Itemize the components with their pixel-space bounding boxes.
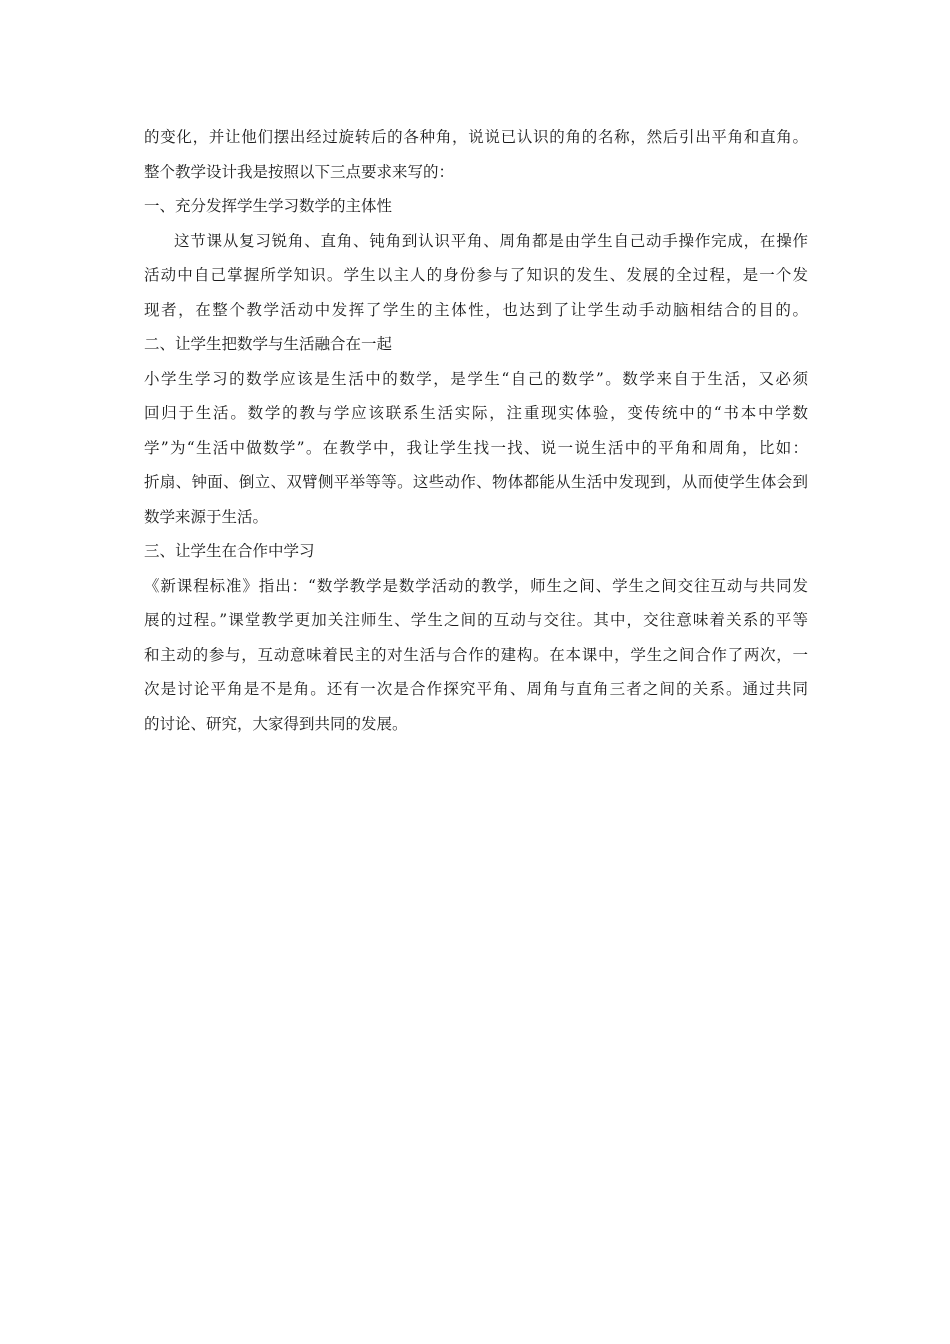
- section-heading-3: 三、让学生在合作中学习: [144, 542, 315, 560]
- paragraph-line: 的讨论、研究，大家得到共同的发展。: [144, 714, 408, 733]
- paragraph-line: 活动中自己掌握所学知识。学生以主人的身份参与了知识的发生、发展的全过程，是一个发: [144, 266, 808, 284]
- paragraph-line: 《新课程标准》指出：“数学教学是数学活动的教学，师生之间、学生之间交往互动与共同发: [144, 576, 808, 595]
- paragraph-line: 数学来源于生活。: [144, 507, 269, 526]
- paragraph-line: 展的过程。”课堂教学更加关注师生、学生之间的互动与交往。其中，交往意味着关系的平等: [144, 611, 808, 629]
- section-heading-2: 二、让学生把数学与生活融合在一起: [144, 335, 393, 353]
- paragraph-line: 这节课从复习锐角、直角、钝角到认识平角、周角都是由学生自己动手操作完成，在操作: [174, 231, 808, 250]
- document-body: [144, 120, 808, 741]
- paragraph-line: 折扇、钟面、倒立、双臂侧平举等等。这些动作、物体都能从生活中发现到，从而使学生体会到: [144, 473, 808, 491]
- paragraph-line: 的变化，并让他们摆出经过旋转后的各种角，说说已认识的角的名称，然后引出平角和直角。: [144, 128, 808, 146]
- paragraph-line: 现者，在整个教学活动中发挥了学生的主体性，也达到了让学生动手动脑相结合的目的。: [144, 300, 808, 319]
- paragraph-line: 整个教学设计我是按照以下三点要求来写的：: [144, 162, 455, 181]
- paragraph-line: 和主动的参与，互动意味着民主的对生活与合作的建构。在本课中，学生之间合作了两次，一: [144, 645, 808, 664]
- paragraph-line: 回归于生活。数学的教与学应该联系生活实际，注重现实体验，变传统中的“书本中学数: [144, 404, 808, 422]
- section-heading-1: 一、充分发挥学生学习数学的主体性: [144, 197, 393, 215]
- paragraph-line: 学”为“生活中做数学”。在教学中，我让学生找一找、说一说生活中的平角和周角，比如：: [144, 438, 808, 457]
- paragraph-line: 次是讨论平角是不是角。还有一次是合作探究平角、周角与直角三者之间的关系。通过共同: [144, 680, 808, 698]
- paragraph-line: 小学生学习的数学应该是生活中的数学，是学生“自己的数学”。数学来自于生活，又必须: [144, 369, 808, 388]
